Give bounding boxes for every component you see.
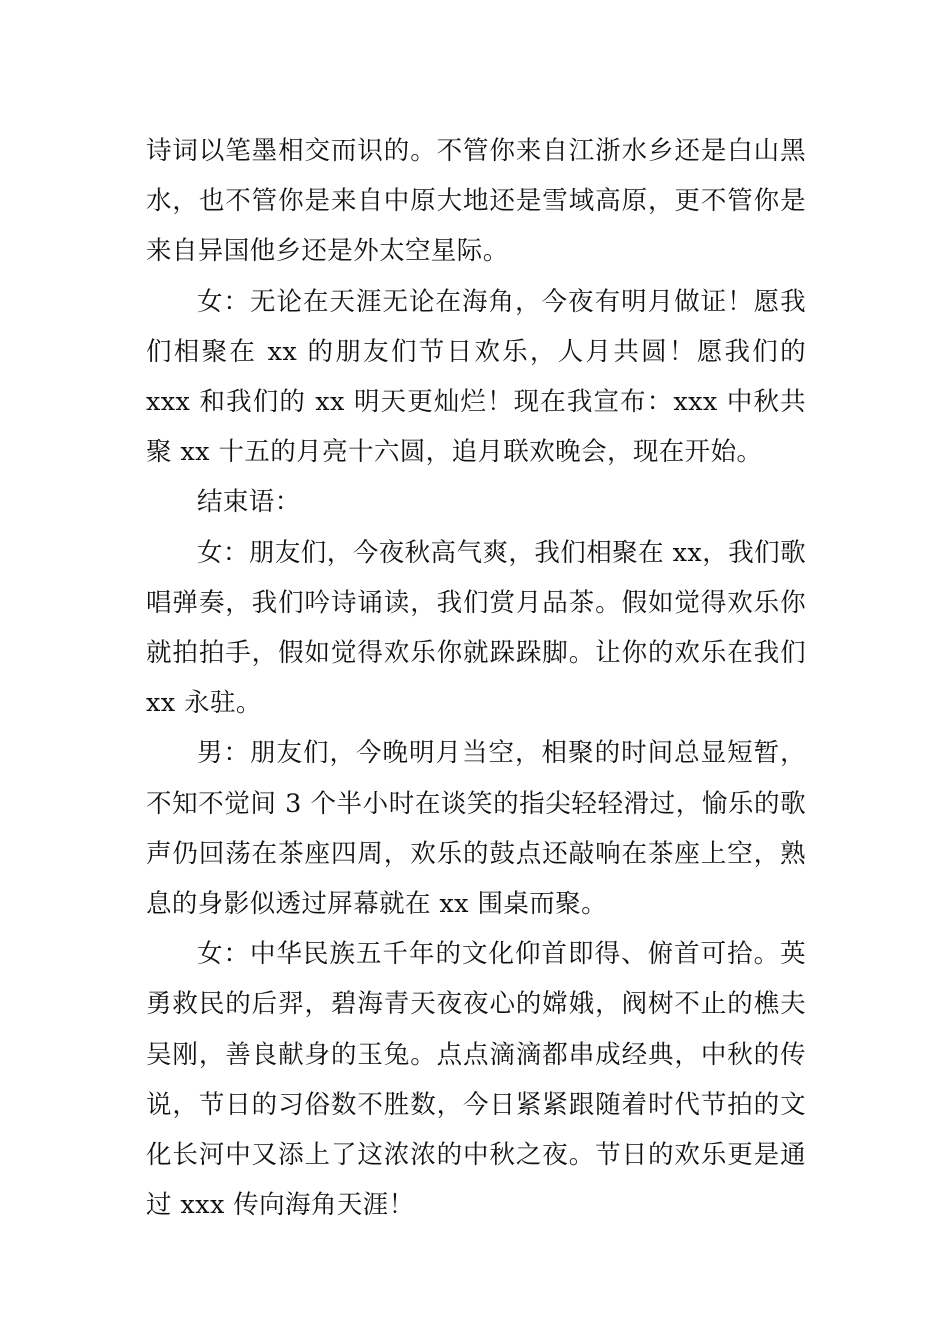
paragraph-closing-heading: 结束语： [197, 487, 301, 518]
paragraph-6: 女：中华民族五千年的文化仰首即得、俯首可拾。英勇救民的后羿，碧海青天夜夜心的嫦娥，阀树不止的樵夫吴刚，善良献身的玉兔。点点滴滴都串成经典，中秋的传说，节日的习俗数不胜数，今日紧紧跟随着时代节拍的文化长河中又添上了这浓浓的中秋之夜。节日的欢乐更是通过 xxx 传向海角天涯！ [146, 939, 806, 1221]
paragraph-4: 女：朋友们，今夜秋高气爽，我们相聚在 xx，我们歌唱弹奏，我们吟诗诵读，我们赏月品茶。假如觉得欢乐你就拍拍手，假如觉得欢乐你就跺跺脚。让你的欢乐在我们 xx 永驻。 [146, 537, 806, 719]
paragraph-2: 女：无论在天涯无论在海角，今夜有明月做证！愿我们相聚在 xx 的朋友们节日欢乐，人月共圆！愿我们的 xxx 和我们的 xx 明天更灿烂！现在我宣布：xxx 中秋共聚 xx 十五的月亮十六圆，追月联欢晚会，现在开始。 [146, 286, 806, 468]
paragraph-1: 诗词以笔墨相交而识的。不管你来自江浙水乡还是白山黑水，也不管你是来自中原大地还是雪域高原，更不管你是来自异国他乡还是外太空星际。 [146, 136, 806, 267]
document-body [146, 126, 806, 1230]
paragraph-5: 男：朋友们，今晚明月当空，相聚的时间总显短暂，不知不觉间 3 个半小时在谈笑的指尖轻轻滑过，愉乐的歌声仍回荡在茶座四周，欢乐的鼓点还敲响在茶座上空，熟息的身影似透过屏幕就在 xx 围桌而聚。 [146, 738, 806, 920]
